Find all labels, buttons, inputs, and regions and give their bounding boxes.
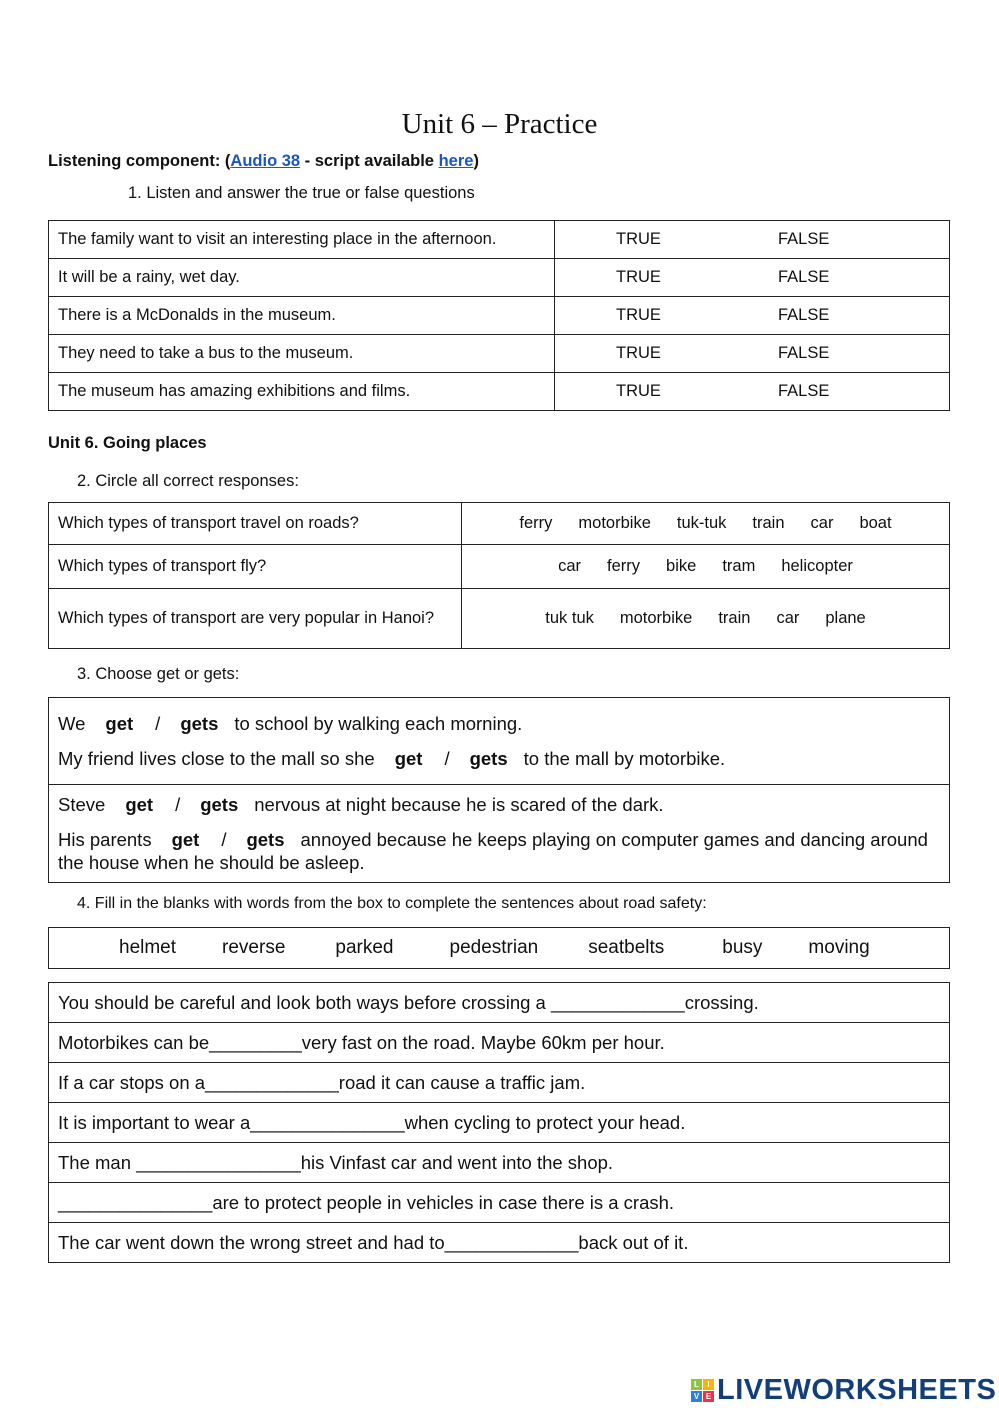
sentence-start: We [58,713,86,734]
get-option[interactable]: get [171,829,200,850]
sentence-s4 [58,828,940,874]
tf-statement: It will be a rainy, wet day. [49,259,555,297]
listening-prefix: Listening component: ( [48,152,231,170]
transport-question: Which types of transport fly? [49,545,462,589]
transport-option[interactable]: helicopter [781,557,853,575]
slash: / [175,794,181,815]
transport-option[interactable]: car [776,609,800,627]
tf-row [49,221,950,259]
word-seatbelts: seatbelts [588,937,665,958]
transport-option[interactable]: train [718,609,751,627]
transport-option[interactable]: train [752,514,785,532]
audio-link[interactable]: Audio 38 [230,152,301,170]
blank-sentence[interactable]: Motorbikes can be_________very fast on the road. Maybe 60km per hour. [49,1023,950,1063]
gets-option[interactable]: gets [180,713,219,734]
blank-row [49,1223,950,1263]
fill-blanks-table [48,982,950,1263]
sentence-start: Steve [58,794,106,815]
blank-row [49,1103,950,1143]
transport-question: Which types of transport are very popular in Hanoi? [49,589,462,649]
q1-instruction: 1. Listen and answer the true or false questions [128,184,475,202]
tf-statement: They need to take a bus to the museum. [49,335,555,373]
true-option[interactable]: TRUE [616,344,661,362]
sentence-s1 [58,712,940,735]
blank-sentence[interactable]: It is important to wear a_______________when cycling to protect your head. [49,1103,950,1143]
word-pedestrian: pedestrian [449,937,539,958]
tf-options [555,297,950,335]
sentence-start: His parents [58,829,152,850]
blank-sentence[interactable]: You should be careful and look both ways before crossing a _____________crossing. [49,983,950,1023]
transport-option[interactable]: ferry [607,557,641,575]
script-link[interactable]: here [438,152,474,170]
word-parked: parked [335,937,394,958]
tf-options [555,373,950,411]
transport-row [49,589,950,649]
tf-options [555,221,950,259]
true-option[interactable]: TRUE [616,268,661,286]
transport-option[interactable]: tuk-tuk [676,514,727,532]
transport-row [49,545,950,589]
get-option[interactable]: get [105,713,134,734]
sentence-end: annoyed because he keeps playing on computer games and dancing around the house when he should be asleep. [58,829,928,873]
transport-option[interactable]: tram [722,557,756,575]
slash: / [221,829,227,850]
sentence-end: nervous at night because he is scared of the dark. [254,794,664,815]
sentence-end: to the mall by motorbike. [523,748,726,769]
transport-option[interactable]: plane [825,609,866,627]
get-option[interactable]: get [125,794,154,815]
section-heading: Unit 6. Going places [48,434,207,452]
true-false-table [48,220,950,411]
transport-options [462,589,950,649]
transport-option[interactable]: ferry [519,514,553,532]
word-reverse: reverse [222,937,286,958]
true-option[interactable]: TRUE [616,306,661,324]
transport-question: Which types of transport travel on roads? [49,503,462,545]
get-gets-table [48,697,950,883]
sentence-s3 [58,793,940,816]
transport-option[interactable]: motorbike [619,609,693,627]
sentence-s2 [58,747,940,770]
transport-table [48,502,950,649]
listening-heading [48,152,479,171]
blank-row [49,1023,950,1063]
word-busy: busy [722,937,763,958]
slash: / [155,713,161,734]
blank-row [49,1063,950,1103]
true-option[interactable]: TRUE [616,382,661,400]
gets-option[interactable]: gets [246,829,285,850]
transport-option[interactable]: car [558,557,582,575]
blank-row [49,983,950,1023]
q4-instruction: 4. Fill in the blanks with words from the box to complete the sentences about road safety: [77,895,707,912]
true-option[interactable]: TRUE [616,230,661,248]
false-option[interactable]: FALSE [778,230,830,248]
listening-suffix: ) [473,152,479,170]
word-box [48,927,950,969]
sentence-end: to school by walking each morning. [234,713,523,734]
q3-instruction: 3. Choose get or gets: [77,665,240,683]
page-title: Unit 6 – Practice [401,108,598,140]
gets-option[interactable]: gets [469,748,508,769]
tf-row [49,373,950,411]
slash: / [444,748,450,769]
false-option[interactable]: FALSE [778,268,830,286]
logo-text: LIVEWORKSHEETS [717,1374,997,1406]
tf-statement: The family want to visit an interesting place in the afternoon. [49,221,555,259]
blank-sentence[interactable]: _______________are to protect people in vehicles in case there is a crash. [49,1183,950,1223]
word-moving: moving [808,937,870,958]
transport-option[interactable]: car [810,514,834,532]
transport-option[interactable]: tuk tuk [545,609,594,627]
tf-statement: There is a McDonalds in the museum. [49,297,555,335]
liveworksheets-logo [691,1374,996,1407]
tf-row [49,335,950,373]
blank-sentence[interactable]: If a car stops on a_____________road it can cause a traffic jam. [49,1063,950,1103]
transport-options [462,545,950,589]
tf-statement: The museum has amazing exhibitions and films. [49,373,555,411]
sentence-start: My friend lives close to the mall so she [58,748,375,769]
transport-option[interactable]: boat [859,514,892,532]
listening-middle: - script available [300,152,439,170]
gets-option[interactable]: gets [200,794,239,815]
transport-row [49,503,950,545]
false-option[interactable]: FALSE [778,344,830,362]
transport-option[interactable]: motorbike [578,514,651,532]
word-helmet: helmet [119,937,177,958]
tf-options [555,335,950,373]
blank-row [49,1143,950,1183]
tf-options [555,259,950,297]
blank-row [49,1183,950,1223]
q2-instruction: 2. Circle all correct responses: [77,472,299,490]
blank-sentence[interactable]: The car went down the wrong street and had to_____________back out of it. [49,1223,950,1263]
transport-options [462,503,950,545]
get-option[interactable]: get [394,748,423,769]
tf-row [49,297,950,335]
blank-sentence[interactable]: The man ________________his Vinfast car and went into the shop. [49,1143,950,1183]
false-option[interactable]: FALSE [778,382,830,400]
transport-option[interactable]: bike [666,557,697,575]
false-option[interactable]: FALSE [778,306,830,324]
logo-tiles-icon: L I V E [691,1379,714,1402]
tf-row [49,259,950,297]
